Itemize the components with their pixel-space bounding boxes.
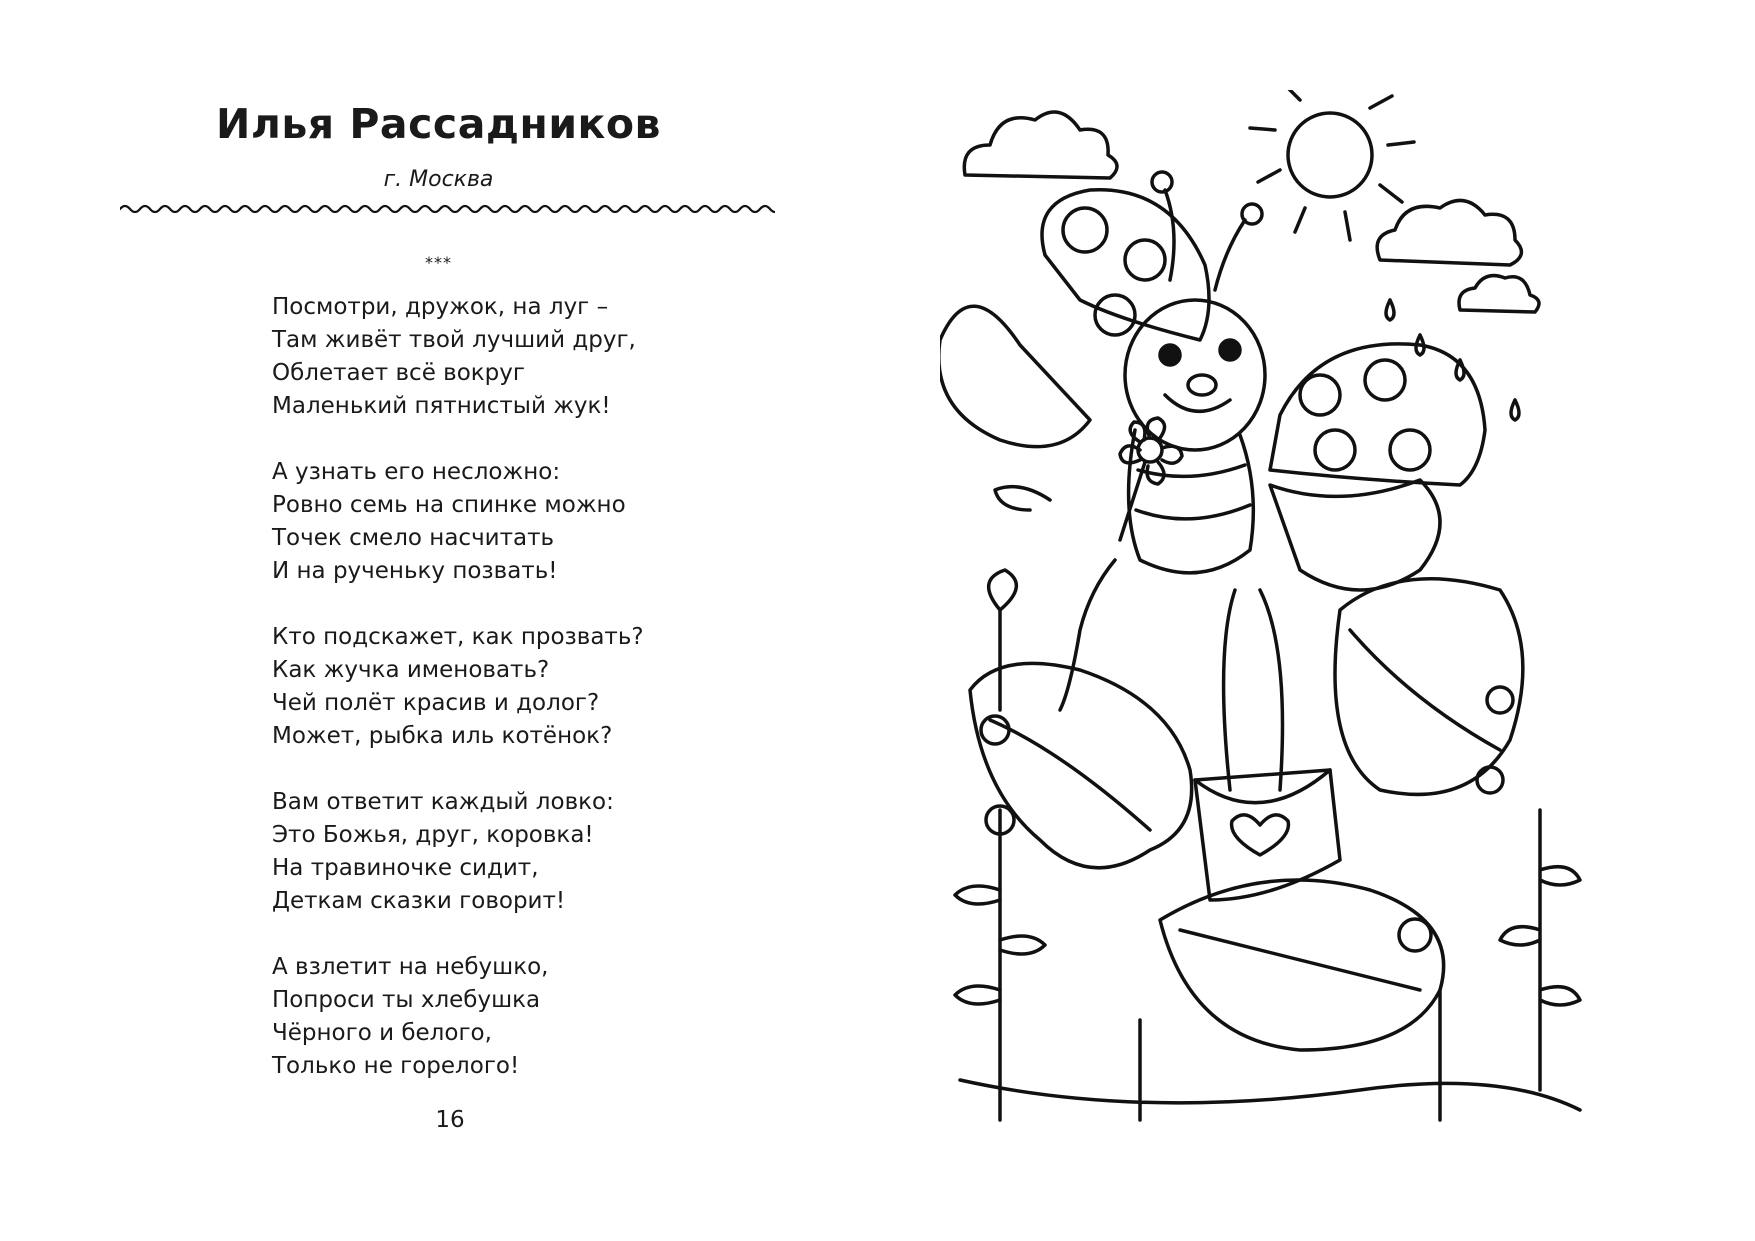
poem-line: Может, рыбка иль котёнок? <box>272 723 613 749</box>
poem-line: Только не горелого! <box>272 1053 520 1079</box>
stanza <box>272 621 644 753</box>
author-city: г. Москва <box>383 167 494 192</box>
poem-line: Ровно семь на спинке можно <box>272 492 626 518</box>
poem-line: На травиночке сидит, <box>272 855 539 881</box>
poem-line: Чей полёт красив и долог? <box>272 690 600 716</box>
page-number: 16 <box>435 1107 465 1133</box>
stanza <box>272 291 644 423</box>
stanza <box>272 786 644 918</box>
poem-line: Чёрного и белого, <box>272 1020 492 1046</box>
poem-line: Вам ответит каждый ловко: <box>272 789 614 815</box>
poem-line: Кто подскажет, как прозвать? <box>272 624 644 650</box>
stanza <box>272 951 644 1083</box>
stanza <box>272 456 644 588</box>
poem-line: Облетает всё вокруг <box>272 360 525 386</box>
poem-line: А узнать его несложно: <box>272 459 561 485</box>
poem-line: Посмотри, дружок, на луг – <box>272 294 609 320</box>
poem-line: Точек смело насчитать <box>272 525 555 551</box>
author-name: Илья Рассадников <box>216 100 661 148</box>
poem-line: Маленький пятнистый жук! <box>272 393 611 419</box>
poem-line: Как жучка именовать? <box>272 657 550 683</box>
poem-line: Попроси ты хлебушка <box>272 987 541 1013</box>
poem-line: Это Божья, друг, коровка! <box>272 822 594 848</box>
poem-line: А взлетит на небушко, <box>272 954 549 980</box>
section-separator: *** <box>425 253 452 272</box>
poem-line: И на рученьку позвать! <box>272 558 558 584</box>
poem-line: Там живёт твой лучший друг, <box>272 327 636 353</box>
poem <box>272 291 644 1116</box>
ladybug-coloring-illustration <box>940 90 1660 1170</box>
left-page <box>0 0 877 1241</box>
wavy-divider <box>120 203 775 215</box>
poem-line: Деткам сказки говорит! <box>272 888 566 914</box>
